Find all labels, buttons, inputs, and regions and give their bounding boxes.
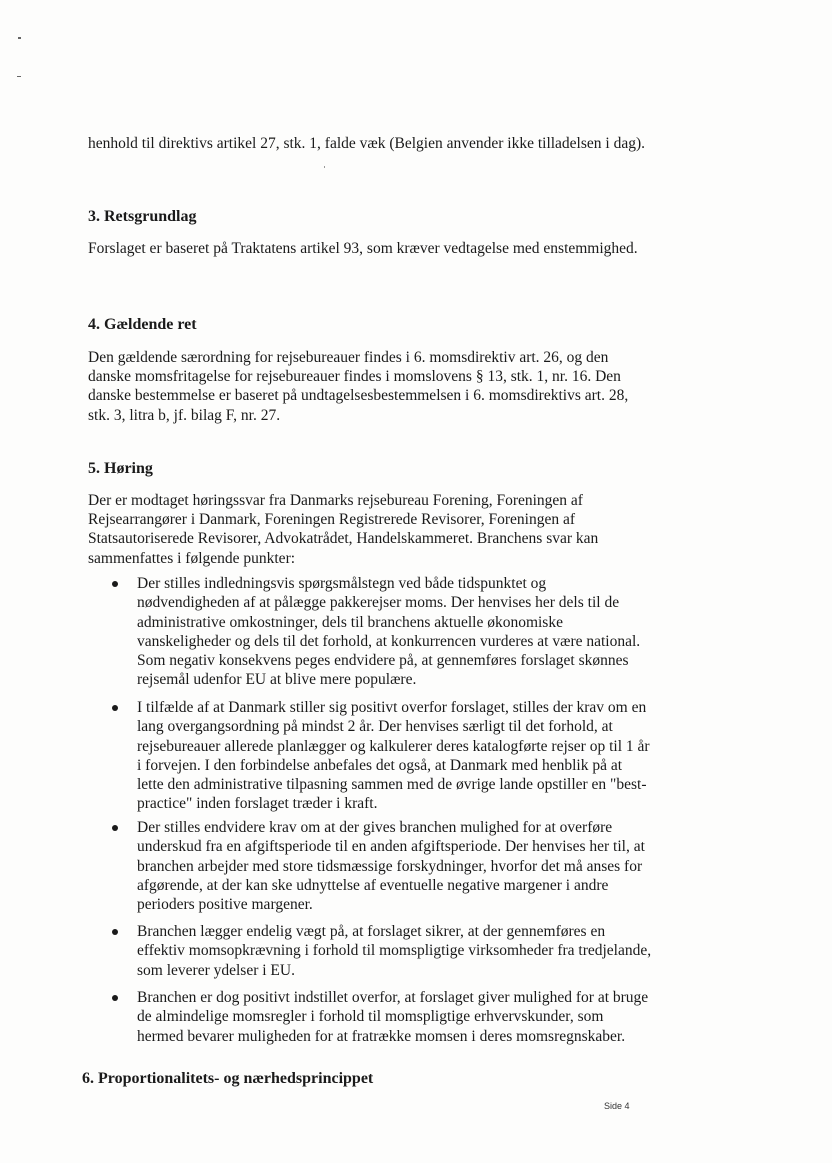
section-body: Forslaget er baseret på Traktatens artikel 93, som kræver vedtagelse med enstemmighed. <box>88 240 638 257</box>
section-body: Der er modtaget høringssvar fra Danmarks rejsebureau Forening, Foreningen af Rejsearrangører i Danmark, Foreningen Registrerede Revisorer, Foreningen af Statsautoriserede Revisorer, Advokatrådet, Handelskammeret. Branchens svar kan sammenfattes i følgende punkter: <box>88 492 599 567</box>
page-number: Side 4 <box>604 1101 630 1111</box>
list-item-text: I tilfælde af at Danmark stiller sig positivt overfor forslaget, stilles der krav om en lang overgangsordning på mindst 2 år. Der henvises særligt til det forhold, at rejsebureauer allerede planlægger og kalkulerer deres katalogførte rejser op til 1 år i forvejen. I den forbindelse anbefales det også, at Danmark med henblik på at lette den administrative tilpasning sammen med de øvrige lande opstiller en "best-practice" inden forslaget træder i kraft. <box>137 699 650 813</box>
bullet-icon <box>112 825 118 831</box>
list-item-text: Branchen er dog positivt indstillet overfor, at forslaget giver mulighed for at bruge de almindelige momsregler i forhold til momspligtige erhvervskunder, som hermed bevarer muligheden for at fratrække momsen i deres momsregnskaber. <box>137 989 649 1045</box>
scan-speck <box>324 166 325 168</box>
intro-paragraph: henhold til direktivs artikel 27, stk. 1, falde væk (Belgien anvender ikke tilladelsen i dag). <box>88 135 646 152</box>
bullet-icon <box>112 581 118 587</box>
scan-speck <box>17 76 21 77</box>
list-item-text: Branchen lægger endelig vægt på, at forslaget sikrer, at der gennemføres en effektiv momsopkrævning i forhold til momspligtige virksomheder fra tredjelande, som leverer ydelser i EU. <box>137 923 652 979</box>
section-heading: 5. Høring <box>88 460 153 477</box>
section-body: Den gældende særordning for rejsebureauer findes i 6. momsdirektiv art. 26, og den danske momsfritagelse for rejsebureauer findes i momslovens § 13, stk. 1, nr. 16. Den danske bestemmelse er baseret på undtagelsesbestemmelsen i 6. momsdirektivs art. 28, stk. 3, litra b, jf. bilag F, nr. 27. <box>88 349 629 424</box>
section-heading: 3. Retsgrundlag <box>88 208 197 225</box>
list-item-text: Der stilles indledningsvis spørgsmålstegn ved både tidspunktet og nødvendigheden af at pålægge pakkerejser moms. Der henvises her dels til de administrative omkostninger, dels til branchens aktuelle økonomiske vanskeligheder og dels til det forhold, at konkurrencen vurderes at være national. Som negativ konsekvens peges endvidere på, at gennemføres forslaget skønnes rejsemål udenfor EU at blive mere populære. <box>137 575 641 689</box>
bullet-icon <box>112 995 118 1001</box>
section-heading: 6. Proportionalitets- og nærhedsprincippet <box>82 1070 374 1087</box>
bullet-icon <box>112 929 118 935</box>
scan-speck <box>18 37 21 39</box>
list-item-text: Der stilles endvidere krav om at der gives branchen mulighed for at overføre underskud fra en afgiftsperiode til en anden afgiftsperiode. Der henvises her til, at branchen arbejder med store tidsmæssige forskydninger, hvorfor det må anses for afgørende, at der kan ske udnyttelse af eventuelle negative margener i andre perioders positive margener. <box>137 819 645 914</box>
bullet-icon <box>112 705 118 711</box>
section-heading: 4. Gældende ret <box>88 316 197 333</box>
